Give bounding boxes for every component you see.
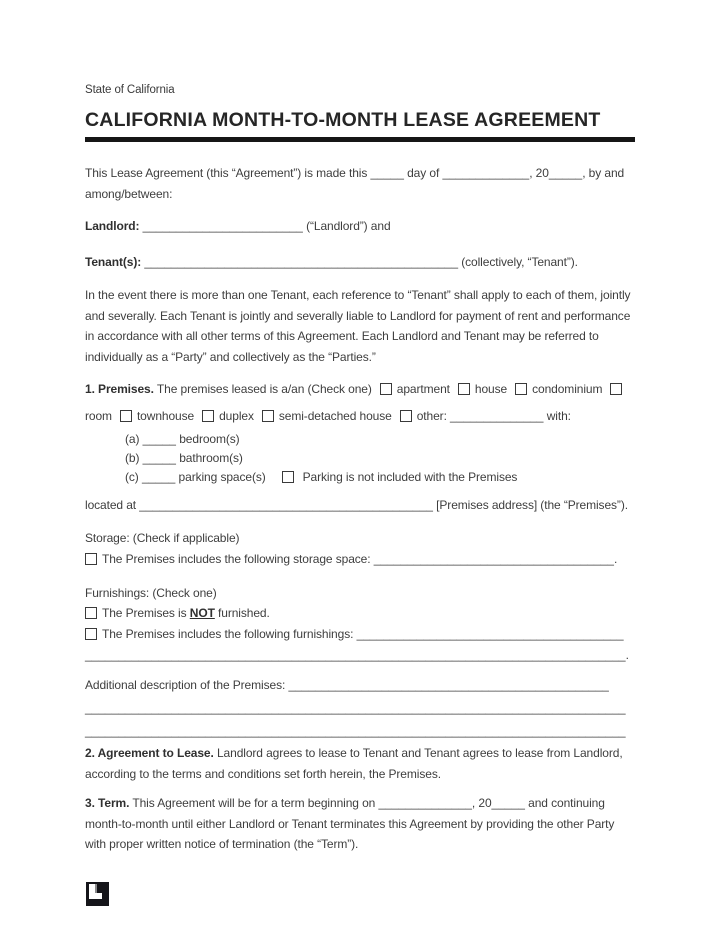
not-furnished-text: furnished. bbox=[218, 606, 270, 620]
state-label: State of California bbox=[85, 84, 175, 96]
bathrooms-blank[interactable]: _____ bbox=[142, 451, 176, 465]
option-room-label: room bbox=[85, 409, 112, 423]
intro-line-2: among/between: bbox=[85, 187, 173, 201]
bathrooms-label: bathroom(s) bbox=[179, 451, 243, 465]
title-rule bbox=[85, 137, 635, 142]
term-line-3: with proper written notice of termination (the “Term”). bbox=[85, 837, 359, 851]
checkbox-storage[interactable] bbox=[85, 553, 97, 565]
parking-blank[interactable]: _____ bbox=[141, 470, 176, 484]
term-line-1 bbox=[85, 793, 635, 814]
checkbox-duplex[interactable] bbox=[202, 410, 214, 422]
intro-text: day of bbox=[407, 166, 440, 180]
premises-heading: 1. Premises. bbox=[85, 382, 154, 396]
checkbox-semi-detached[interactable] bbox=[262, 410, 274, 422]
section-agreement-to-lease bbox=[85, 743, 635, 784]
agreement-text: Landlord agrees to lease to Tenant and Tenant agrees to lease from Landlord, bbox=[216, 746, 623, 760]
legal-templates-logo-icon bbox=[85, 882, 110, 907]
tenant-label: Tenant(s): bbox=[85, 255, 142, 269]
option-other-label: other: bbox=[416, 409, 447, 423]
paragraph-line: In the event there is more than one Tenant, each reference to “Tenant” shall apply to each of them, jointly bbox=[85, 288, 631, 302]
checkbox-townhouse[interactable] bbox=[120, 410, 132, 422]
option-semi-detached-label: semi-detached house bbox=[278, 409, 392, 423]
agreement-line-1 bbox=[85, 743, 635, 764]
storage-block bbox=[85, 528, 635, 570]
parking-label: parking space(s) bbox=[178, 470, 266, 484]
no-parking-label: Parking is not included with the Premises bbox=[302, 470, 518, 484]
tenant-suffix: (collectively, “Tenant”). bbox=[461, 255, 578, 269]
with-suffix: with: bbox=[546, 409, 571, 423]
row-index: (b) bbox=[125, 451, 140, 465]
intro-text: This Lease Agreement (this “Agreement”) is made this bbox=[85, 166, 368, 180]
checkbox-furnished[interactable] bbox=[85, 628, 97, 640]
furnishings-block bbox=[85, 583, 635, 667]
day-blank[interactable]: _____ bbox=[370, 166, 404, 180]
term-line-2: month-to-month until either Landlord or Tenant terminates this Agreement by providing the other Party bbox=[85, 816, 615, 831]
option-apartment-label: apartment bbox=[396, 382, 450, 396]
storage-heading: Storage: (Check if applicable) bbox=[85, 531, 240, 545]
checkbox-apartment[interactable] bbox=[380, 383, 392, 395]
additional-description-line-3 bbox=[85, 720, 635, 743]
checkbox-room[interactable] bbox=[610, 383, 622, 395]
not-word: NOT bbox=[189, 606, 215, 620]
storage-period: . bbox=[613, 551, 618, 566]
bathrooms-row bbox=[85, 449, 635, 468]
intro-text: , by and bbox=[582, 166, 625, 180]
term-year-blank[interactable]: _____ bbox=[491, 796, 525, 810]
additional-description-block bbox=[85, 674, 635, 743]
joint-clause-paragraph bbox=[85, 285, 635, 367]
additional-description-line-1 bbox=[85, 674, 635, 697]
furnishings-label: The Premises includes the following furnishings: bbox=[102, 627, 354, 641]
section-term bbox=[85, 793, 635, 855]
premises-line-2 bbox=[85, 403, 635, 430]
bedrooms-blank[interactable]: _____ bbox=[142, 432, 176, 446]
bedrooms-row bbox=[85, 430, 635, 449]
checkbox-condominium[interactable] bbox=[515, 383, 527, 395]
other-type-blank[interactable]: ______________ bbox=[450, 409, 544, 423]
bedrooms-label: bedroom(s) bbox=[179, 432, 240, 446]
tenant-line bbox=[85, 252, 635, 273]
footer bbox=[85, 882, 635, 910]
furnishings-blank[interactable]: ________________________________________ bbox=[356, 627, 624, 641]
page-title: CALIFORNIA MONTH-TO-MONTH LEASE AGREEMENT bbox=[85, 109, 601, 131]
additional-description-label: Additional description of the Premises: bbox=[85, 678, 286, 692]
paragraph-line: in accordance with all other terms of this Agreement. Each Landlord and Tenant may be referred to bbox=[85, 329, 599, 343]
furnishings-continuation-line bbox=[85, 645, 635, 666]
additional-description-blank-3[interactable]: _________________________________________________________________________________ bbox=[85, 724, 626, 738]
storage-checkbox-line bbox=[85, 549, 635, 570]
furnished-line bbox=[85, 624, 635, 645]
term-text: This Agreement will be for a term beginning on bbox=[132, 796, 376, 810]
option-house-label: house bbox=[474, 382, 508, 396]
option-duplex-label: duplex bbox=[219, 409, 254, 423]
row-index: (a) bbox=[125, 432, 140, 446]
additional-description-blank-2[interactable]: _________________________________________________________________________________ bbox=[85, 701, 626, 715]
storage-label: The Premises includes the following storage space: bbox=[102, 551, 371, 566]
checkbox-other[interactable] bbox=[400, 410, 412, 422]
storage-space-blank[interactable]: ____________________________________ bbox=[373, 551, 614, 566]
not-furnished-line bbox=[85, 603, 635, 624]
intro-paragraph bbox=[85, 163, 635, 205]
landlord-name-blank[interactable]: ________________________ bbox=[142, 219, 303, 233]
not-furnished-text: The Premises is bbox=[102, 606, 187, 620]
checkbox-house[interactable] bbox=[458, 383, 470, 395]
section-premises bbox=[85, 376, 635, 516]
term-start-date-blank[interactable]: ______________ bbox=[378, 796, 472, 810]
option-townhouse-label: townhouse bbox=[136, 409, 195, 423]
intro-text: , 20 bbox=[529, 166, 549, 180]
additional-description-blank-1[interactable]: ________________________________________________ bbox=[288, 678, 609, 692]
agreement-heading: 2. Agreement to Lease. bbox=[85, 746, 214, 760]
premises-address-suffix: [Premises address] (the “Premises”). bbox=[436, 498, 628, 512]
furnishings-heading: Furnishings: (Check one) bbox=[85, 585, 217, 600]
term-text: and continuing bbox=[528, 796, 605, 810]
intro-line-1 bbox=[85, 163, 635, 184]
paragraph-line: individually as a “Party” and collectively as the “Parties.” bbox=[85, 349, 376, 364]
landlord-label: Landlord: bbox=[85, 219, 140, 233]
located-at-line bbox=[85, 495, 635, 516]
premises-address-blank[interactable]: ____________________________________________ bbox=[139, 498, 433, 512]
agreement-line-2: according to the terms and conditions set forth herein, the Premises. bbox=[85, 766, 441, 781]
landlord-suffix: (“Landlord”) and bbox=[306, 219, 391, 233]
premises-line-1 bbox=[85, 376, 635, 403]
furnishings-continuation-blank[interactable]: _________________________________________________________________________________ bbox=[85, 648, 626, 662]
parking-row bbox=[85, 468, 635, 487]
tenant-name-blank[interactable]: _______________________________________________ bbox=[144, 255, 459, 269]
additional-description-line-2 bbox=[85, 697, 635, 720]
term-heading: 3. Term. bbox=[85, 796, 130, 810]
located-at-label: located at bbox=[85, 498, 137, 512]
paragraph-line: and severally. Each Tenant is jointly and severally liable to Landlord for payment of rent and performance bbox=[85, 308, 631, 323]
premises-lead: The premises leased is a/an (Check one) bbox=[156, 382, 372, 396]
landlord-line bbox=[85, 216, 635, 237]
row-index: (c) bbox=[125, 470, 139, 484]
year-blank[interactable]: _____ bbox=[548, 166, 583, 180]
checkbox-not-furnished[interactable] bbox=[85, 607, 97, 619]
option-condominium-label: condominium bbox=[532, 382, 603, 396]
checkbox-no-parking[interactable] bbox=[282, 471, 294, 483]
term-text: , 20 bbox=[471, 796, 492, 810]
month-blank[interactable]: _____________ bbox=[442, 166, 530, 180]
furnishings-period: . bbox=[625, 648, 629, 662]
